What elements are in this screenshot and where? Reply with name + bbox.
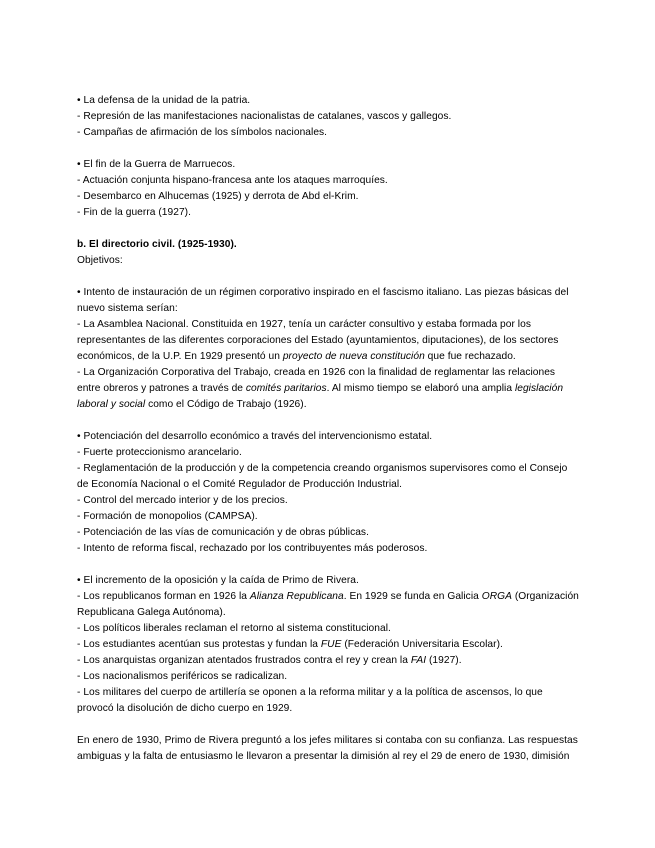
text-line bbox=[77, 157, 597, 173]
blank-line bbox=[77, 413, 597, 429]
text-segment: - Control del mercado interior y de los precios. bbox=[77, 495, 288, 506]
text-segment: - Desembarco en Alhucemas (1925) y derrota de Abd el-Krim. bbox=[77, 191, 359, 202]
text-line bbox=[77, 573, 597, 589]
text-line bbox=[77, 173, 597, 189]
text-segment: - Campañas de afirmación de los símbolos nacionales. bbox=[77, 127, 328, 138]
text-segment: que fue rechazado. bbox=[424, 351, 516, 362]
text-segment: - Actuación conjunta hispano-francesa ante los ataques marroquíes. bbox=[77, 175, 388, 186]
text-line bbox=[77, 381, 597, 397]
text-line bbox=[77, 285, 597, 301]
text-line bbox=[77, 669, 597, 685]
emphasized-text: comités paritarios bbox=[245, 383, 327, 394]
text-line bbox=[77, 541, 597, 557]
emphasized-text: proyecto de nueva constitución bbox=[282, 351, 425, 362]
text-segment: - Intento de reforma fiscal, rechazado por los contribuyentes más poderosos. bbox=[77, 543, 428, 554]
emphasized-text: legislación bbox=[514, 383, 564, 394]
text-segment: • El fin de la Guerra de Marruecos. bbox=[77, 159, 236, 170]
text-line bbox=[77, 365, 597, 381]
text-segment: provocó la disolución de dicho cuerpo en 1929. bbox=[77, 703, 293, 714]
text-segment: nuevo sistema serían: bbox=[77, 303, 178, 314]
text-segment: (Organización bbox=[511, 591, 579, 602]
section-heading: b. El directorio civil. (1925-1930). bbox=[77, 239, 237, 250]
text-line bbox=[77, 701, 597, 717]
text-segment: Objetivos: bbox=[77, 255, 123, 266]
text-line bbox=[77, 317, 597, 333]
emphasized-text: FUE bbox=[320, 639, 342, 650]
text-segment: - Reglamentación de la producción y de la competencia creando organismos supervisores como el Consejo bbox=[77, 463, 568, 474]
text-segment: entre obreros y patrones a través de bbox=[77, 383, 246, 394]
blank-line bbox=[77, 221, 597, 237]
text-segment: - Represión de las manifestaciones nacionalistas de catalanes, vascos y gallegos. bbox=[77, 111, 452, 122]
text-segment: . En 1929 se funda en Galicia bbox=[343, 591, 482, 602]
text-line bbox=[77, 109, 597, 125]
text-segment: (1927). bbox=[426, 655, 462, 666]
text-line bbox=[77, 589, 597, 605]
text-segment: - Los políticos liberales reclaman el retorno al sistema constitucional. bbox=[77, 623, 391, 634]
text-line bbox=[77, 301, 597, 317]
emphasized-text: FAI bbox=[410, 655, 427, 666]
text-line bbox=[77, 445, 597, 461]
text-line bbox=[77, 525, 597, 541]
text-segment: . Al mismo tiempo se elaboró una amplia bbox=[326, 383, 515, 394]
text-segment: - Los republicanos forman en 1926 la bbox=[77, 591, 250, 602]
text-line bbox=[77, 189, 597, 205]
text-segment: • Intento de instauración de un régimen corporativo inspirado en el fascismo italiano. Las piezas básicas del bbox=[77, 287, 569, 298]
blank-line bbox=[77, 269, 597, 285]
text-segment: Republicana Galega Autónoma). bbox=[77, 607, 226, 618]
text-segment: - Los anarquistas organizan atentados frustrados contra el rey y crean la bbox=[77, 655, 411, 666]
text-line bbox=[77, 509, 597, 525]
text-segment: - Fin de la guerra (1927). bbox=[77, 207, 191, 218]
text-segment: económicos, de la U.P. En 1929 presentó un bbox=[77, 351, 283, 362]
blank-line bbox=[77, 557, 597, 573]
emphasized-text: ORGA bbox=[481, 591, 512, 602]
text-line bbox=[77, 493, 597, 509]
text-segment: de Economía Nacional o el Comité Regulador de Producción Industrial. bbox=[77, 479, 403, 490]
text-line bbox=[77, 653, 597, 669]
text-segment: - Potenciación de las vías de comunicación y de obras públicas. bbox=[77, 527, 369, 538]
text-line bbox=[77, 237, 597, 253]
text-line bbox=[77, 125, 597, 141]
text-line bbox=[77, 685, 597, 701]
text-segment: representantes de las diferentes corporaciones del Estado (ayuntamientos, diputaciones), de los sectores bbox=[77, 335, 559, 346]
text-segment: ambiguas y la falta de entusiasmo le llevaron a presentar la dimisión al rey el 29 de enero de 1930, dimisión bbox=[77, 751, 570, 762]
text-line bbox=[77, 93, 597, 109]
text-line bbox=[77, 477, 597, 493]
text-segment: - La Organización Corporativa del Trabajo, creada en 1926 con la finalidad de reglamentar las relaciones bbox=[77, 367, 556, 378]
text-segment: - Fuerte proteccionismo arancelario. bbox=[77, 447, 242, 458]
text-segment: - Los nacionalismos periféricos se radicalizan. bbox=[77, 671, 288, 682]
document-body bbox=[77, 93, 597, 765]
text-segment: • El incremento de la oposición y la caída de Primo de Rivera. bbox=[77, 575, 359, 586]
text-segment: • La defensa de la unidad de la patria. bbox=[77, 95, 251, 106]
text-segment: • Potenciación del desarrollo económico a través del intervencionismo estatal. bbox=[77, 431, 433, 442]
text-line bbox=[77, 205, 597, 221]
text-line bbox=[77, 429, 597, 445]
text-segment: - Formación de monopolios (CAMPSA). bbox=[77, 511, 258, 522]
text-line bbox=[77, 621, 597, 637]
text-segment: - Los militares del cuerpo de artillería se oponen a la reforma militar y a la política de ascensos, lo que bbox=[77, 687, 543, 698]
text-line bbox=[77, 397, 597, 413]
text-segment: - Los estudiantes acentúan sus protestas y fundan la bbox=[77, 639, 321, 650]
text-line bbox=[77, 461, 597, 477]
text-segment: (Federación Universitaria Escolar). bbox=[341, 639, 503, 650]
text-line bbox=[77, 733, 597, 749]
text-line bbox=[77, 253, 597, 269]
blank-line bbox=[77, 717, 597, 733]
text-line bbox=[77, 605, 597, 621]
blank-line bbox=[77, 141, 597, 157]
text-segment: - La Asamblea Nacional. Constituida en 1927, tenía un carácter consultivo y estaba formada por los bbox=[77, 319, 531, 330]
text-line bbox=[77, 749, 597, 765]
emphasized-text: laboral y social bbox=[77, 399, 146, 410]
text-line bbox=[77, 349, 597, 365]
text-line bbox=[77, 637, 597, 653]
text-segment: como el Código de Trabajo (1926). bbox=[145, 399, 307, 410]
text-segment: En enero de 1930, Primo de Rivera preguntó a los jefes militares si contaba con su confianza. Las respuestas bbox=[77, 735, 578, 746]
emphasized-text: Alianza Republicana bbox=[249, 591, 344, 602]
text-line bbox=[77, 333, 597, 349]
